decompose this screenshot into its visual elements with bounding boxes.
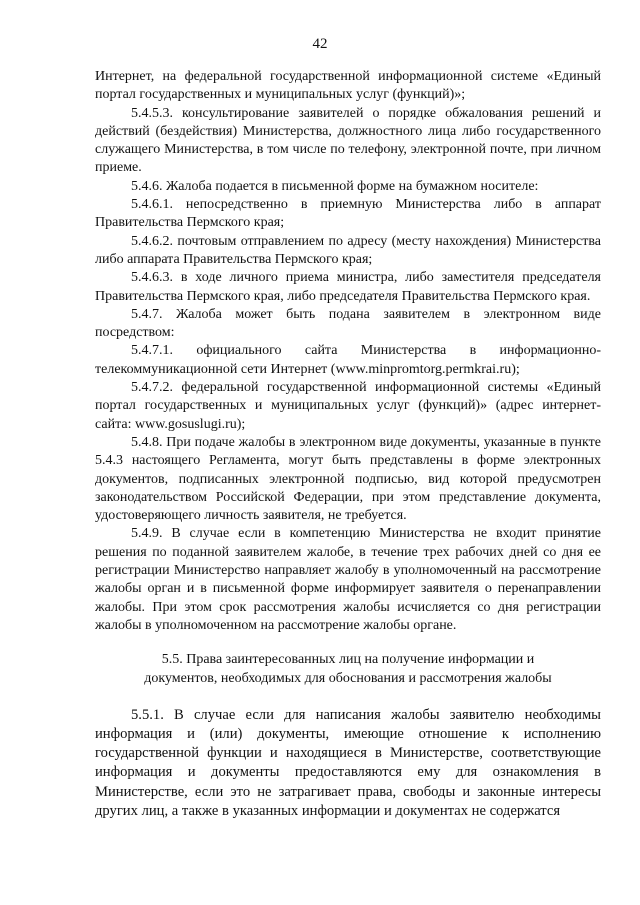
paragraph: 5.4.6.2. почтовым отправлением по адресу (месту нахождения) Министерства либо аппарата Правительства Пермского края;: [95, 233, 601, 267]
paragraph: 5.4.7.1. официального сайта Министерства в информационно-телекоммуникационной сети Интернет (www.minpromtorg.permkrai.ru);: [95, 343, 601, 377]
paragraph-5-5-1: 5.5.1. В случае если для написания жалобы заявителю необходимы информация и (или) документы, имеющие отношение к исполнению государственной функции и находящиеся в Министерстве, соответствующие информация и документы предоставляются ему для ознакомления в Министерстве, если это не затрагивает права, свободы и законные интересы других лиц, а также в указанных информации и документах не содержатся: [95, 706, 601, 819]
paragraph: 5.4.5.3. консультирование заявителей о порядке обжалования решений и действий (бездействия) Министерства, должностного лица либо государственного служащего Министерства, в том числе по телефону, электронной почте, при личном приеме.: [95, 105, 601, 176]
paragraph: 5.4.6.1. непосредственно в приемную Министерства либо в аппарат Правительства Пермского края;: [95, 197, 601, 231]
document-body: [95, 68, 601, 821]
section-heading: [115, 651, 581, 688]
page-number: 42: [312, 36, 328, 52]
paragraph: 5.4.9. В случае если в компетенцию Министерства не входит принятие решения по поданной заявителем жалобе, в течение трех рабочих дней со дня ее регистрации Министерство направляет жалобу в уполномоченный на рассмотрение жалобы орган и в письменной форме информирует заявителя о перенаправлении жалобы. При этом срок рассмотрения жалобы исчисляется со дня регистрации жалобы в уполномоченном на рассмотрение жалобы органе.: [95, 526, 601, 633]
paragraph: 5.4.6. Жалоба подается в письменной форме на бумажном носителе:: [131, 178, 539, 194]
section-heading-line-1: 5.5. Права заинтересованных лиц на получение информации и: [161, 652, 535, 668]
section-heading-line-2: документов, необходимых для обоснования и рассмотрения жалобы: [144, 670, 552, 686]
paragraph: 5.4.8. При подаче жалобы в электронном виде документы, указанные в пункте 5.4.3 настоящего Регламента, могут быть представлены в форме электронных документов, подписанных электронной подписью, вид которой предусмотрен законодательством Российской Федерации, при этом представление документа, удостоверяющего личность заявителя, не требуется.: [95, 434, 601, 524]
paragraph: 5.4.6.3. в ходе личного приема министра, либо заместителя председателя Правительства Пермского края, либо председателя Правительства Пермского края.: [95, 270, 601, 304]
paragraph: Интернет, на федеральной государственной информационной системе «Единый портал государственных и муниципальных услуг (функций)»;: [95, 69, 601, 103]
paragraph: 5.4.7. Жалоба может быть подана заявителем в электронном виде посредством:: [95, 306, 601, 341]
paragraph: 5.4.7.2. федеральной государственной информационной системы «Единый портал государственных и муниципальных услуг (функций)» (адрес интернет-сайта: www.gosuslugi.ru);: [95, 380, 601, 432]
paragraphs-before-heading: [95, 68, 601, 635]
